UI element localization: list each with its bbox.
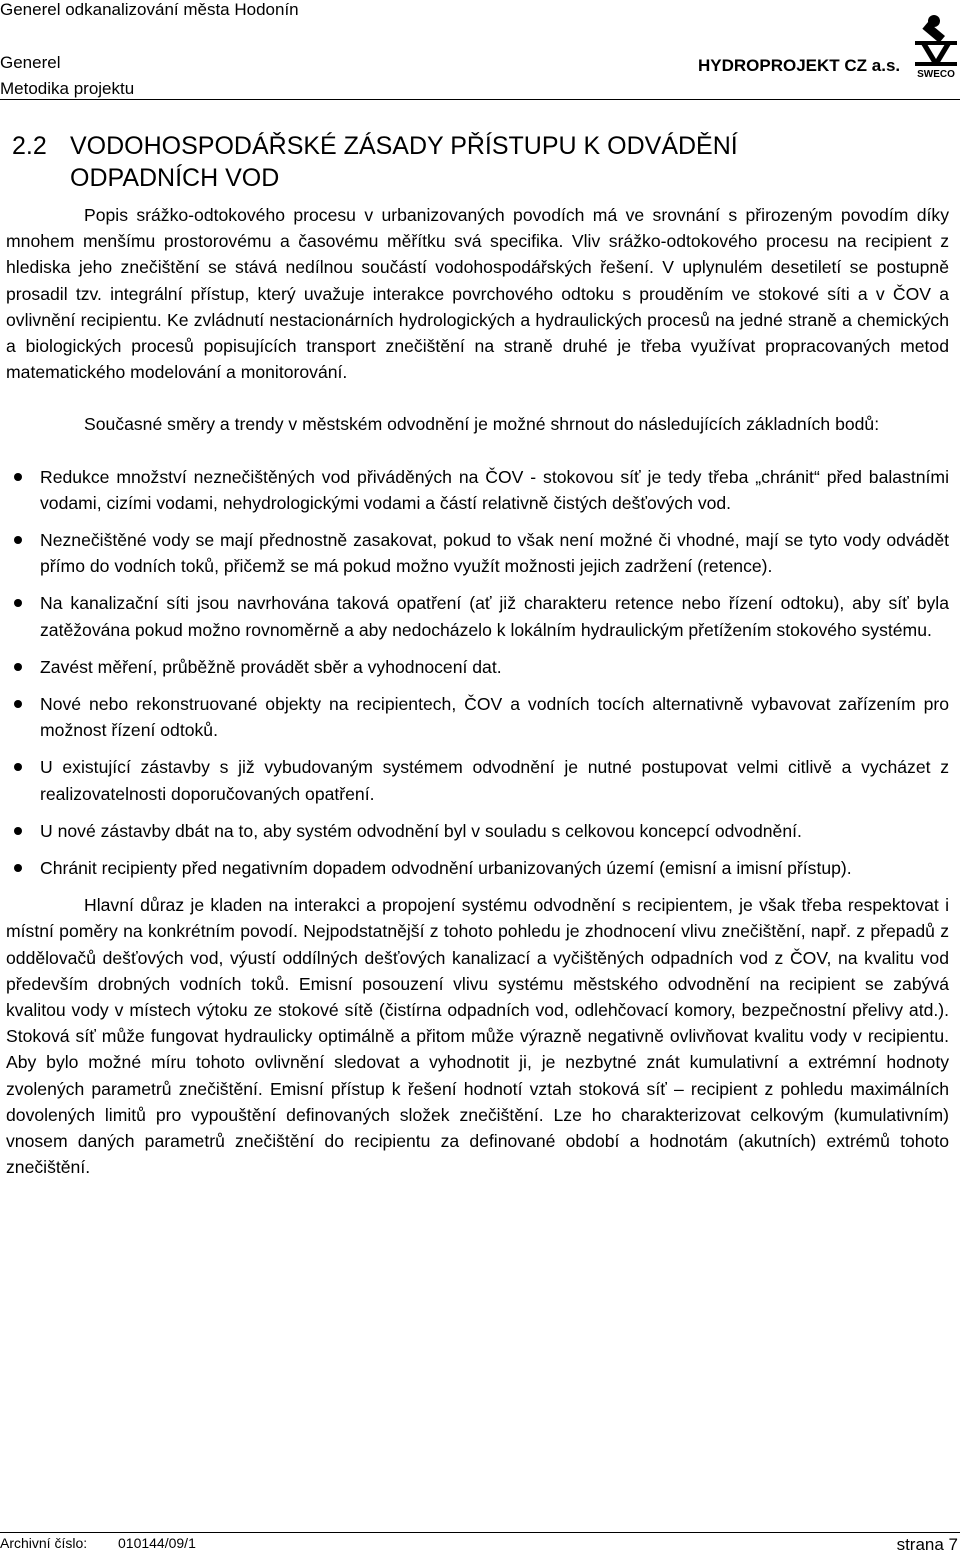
list-item: Na kanalizační síti jsou navrhována taková opatření (ať již charakteru retence nebo řízení odtoku), aby síť byla zatěžována pokud možno rovnoměrně a aby nedocházelo k lokálním hydraulickým přetížením stokového systému.: [6, 590, 949, 642]
list-item: U existující zástavby s již vybudovaným systémem odvodnění je nutné postupovat velmi citlivě a vycházet z realizovatelnosti doporučovaných opatření.: [6, 754, 949, 806]
body-text: [6, 202, 949, 1181]
bullet-icon: [14, 473, 22, 481]
bullet-list: [6, 464, 949, 882]
logo-text: SWECO: [917, 69, 955, 80]
paragraph-intro: Popis srážko-odtokového procesu v urbanizovaných povodích má ve srovnání s přirozeným povodím díky mnohem menšímu prostorovému a časovému měřítku svá specifika. Vliv srážko-odtokového procesu na recipient z hlediska jeho znečištění se stává nedílnou součástí vodohospodářských řešení. V uplynulém desetiletí se postupně prosadil tzv. integrální přístup, který uvažuje interakce povrchového odtoku s prouděním ve stokové síti a v ČOV a ovlivnění recipientu. Ke zvládnutí nestacionárních hydrologických a hydraulických procesů na jedné straně a chemických a biologických procesů popisujících transport znečištění na straně druhé je třeba využívat propracovaných metod matematického modelování a monitorování.: [6, 205, 949, 383]
section-heading: [12, 130, 912, 194]
bullet-icon: [14, 763, 22, 771]
footer-archive-number: 010144/09/1: [118, 1535, 196, 1551]
header-subtitle-2: Metodika projektu: [0, 79, 135, 98]
bullet-icon: [14, 864, 22, 872]
header-divider: [0, 99, 960, 100]
list-item: Chránit recipienty před negativním dopadem odvodnění urbanizovaných území (emisní a imisní přístup).: [6, 855, 949, 881]
paragraph-trends: Současné směry a trendy v městském odvodnění je možné shrnout do následujících základních bodů:: [84, 414, 880, 435]
list-item: Nové nebo rekonstruované objekty na recipientech, ČOV a vodních tocích alternativně vybavovat zařízením pro možnost řízení odtoků.: [6, 691, 949, 743]
footer-page-number: strana 7: [896, 1535, 958, 1554]
bullet-icon: [14, 663, 22, 671]
bullet-icon: [14, 536, 22, 544]
bullet-icon: [14, 827, 22, 835]
section-number: 2.2: [12, 132, 47, 160]
header-company: HYDROPROJEKT CZ a.s.: [698, 56, 901, 75]
list-item: U nové zástavby dbát na to, aby systém odvodnění byl v souladu s celkovou koncepcí odvodnění.: [6, 818, 949, 844]
sweco-logo: [913, 14, 959, 80]
footer-divider: [0, 1532, 960, 1533]
footer-archive-label: Archivní číslo:: [0, 1535, 88, 1551]
list-item: Neznečištěné vody se mají přednostně zasakovat, pokud to však není možné či vhodné, mají se tyto vody odvádět přímo do vodních toků, přičemž se má pokud možno využít možnosti jejich zadržení (retence).: [6, 527, 949, 579]
list-item: Zavést měření, průběžně provádět sběr a vyhodnocení dat.: [6, 654, 949, 680]
bullet-icon: [14, 599, 22, 607]
list-item: Redukce množství neznečištěných vod přiváděných na ČOV - stokovou síť je tedy třeba „chránit“ před balastními vodami, cizími vodami, nehydrologickými vodami a částí relativně čistých dešťových vod.: [6, 464, 949, 516]
header-subtitle: Generel: [0, 53, 61, 72]
paragraph-emission: Hlavní důraz je kladen na interakci a propojení systému odvodnění s recipientem, je však třeba respektovat i místní poměry na konkrétním povodí. Nejpodstatnější z tohoto pohledu je zhodnocení vlivu znečištění, např. z přepadů z oddělovačů dešťových vod, výustí oddílných dešťových kanalizací a vyčištěných odpadních vod z ČOV, na kvalitu vod především drobných vodních toků. Emisní posouzení vlivu systému městského odvodnění na recipient se zabývá kvalitou vody v místech výtoku ze stokové sítě (čistírna odpadních vod, odlehčovací komory, bezpečnostní přelivy atd.). Stoková síť může fungovat hydraulicky optimálně a přitom může výrazně negativně ovlivňovat kvalitu vody v recipientu. Aby bylo možné míru tohoto ovlivnění sledovat a vyhodnotit ji, je nezbytné znát kumulativní a extrémní hodnoty zvolených parametrů znečištění. Emisní přístup k řešení hodnotí vztah stoková síť – recipient z pohledu maximálních dovolených limitů pro vypouštění definovaných složek znečištění. Lze ho charakterizovat celkovým (kumulativním) vnosem daných parametrů znečištění do recipientu za definované období a hodnotám (akutních) extrémů tohoto znečištění.: [6, 895, 949, 1178]
header-title: Generel odkanalizování města Hodonín: [0, 0, 299, 19]
bullet-icon: [14, 700, 22, 708]
section-title-line2: ODPADNÍCH VOD: [70, 164, 280, 192]
section-title-line1: VODOHOSPODÁŘSKÉ ZÁSADY PŘÍSTUPU K ODVÁDĚNÍ: [70, 132, 738, 160]
